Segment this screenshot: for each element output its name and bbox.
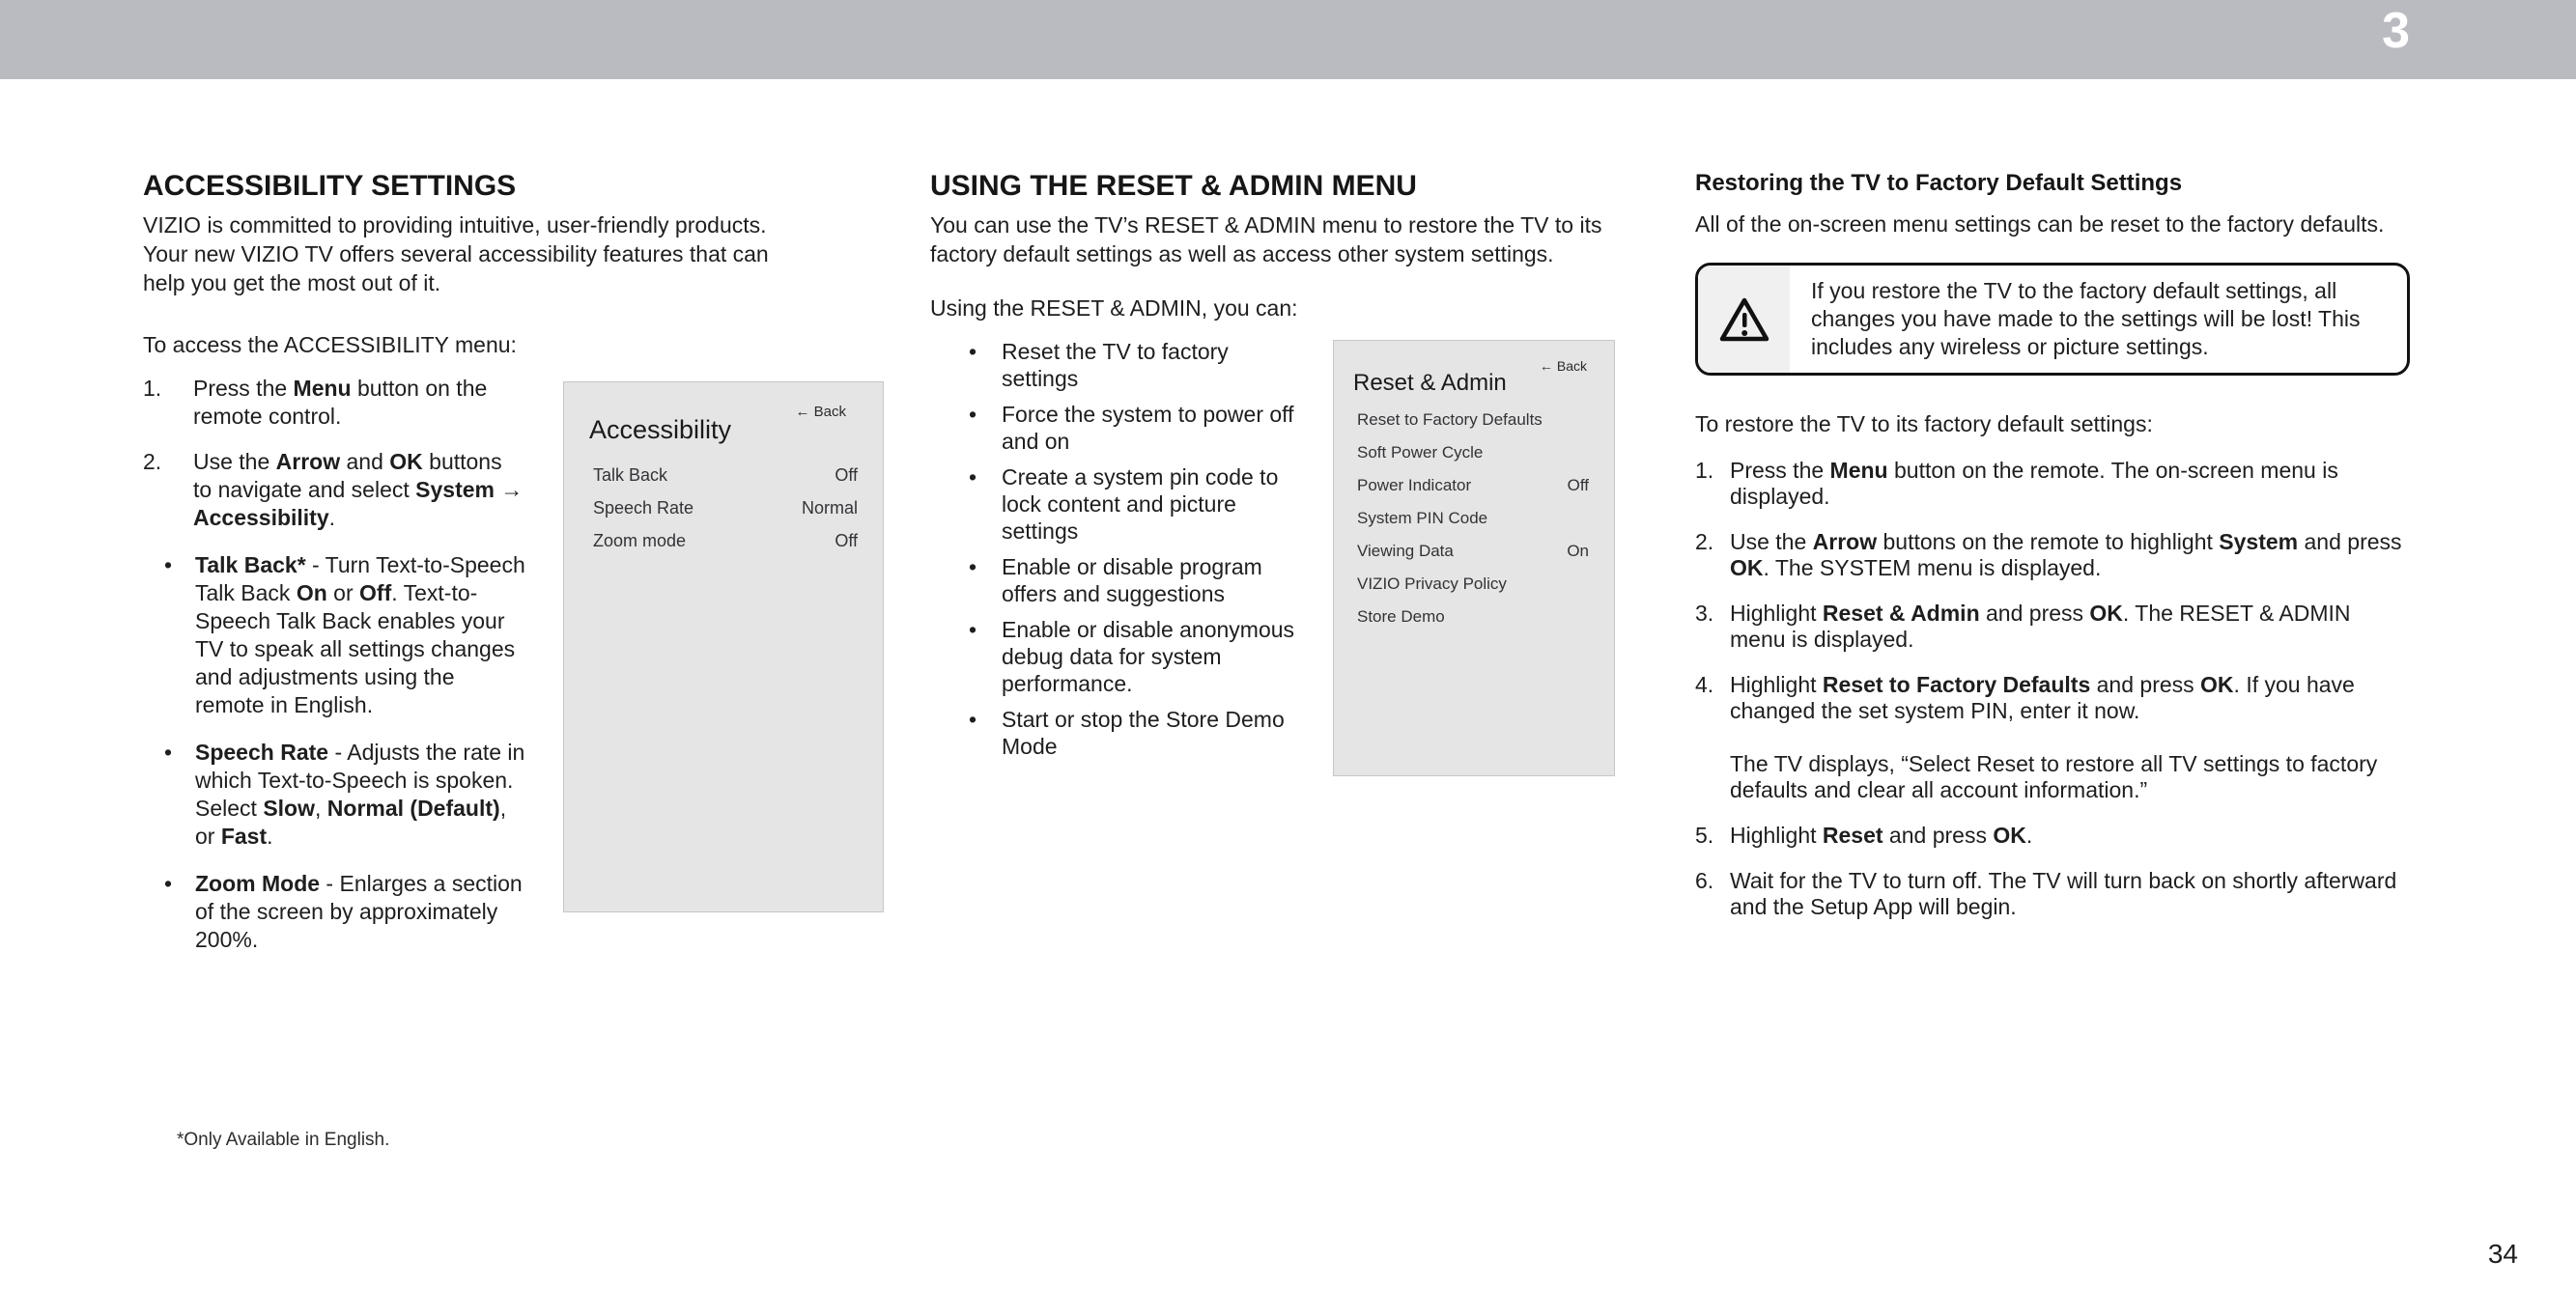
menu-item-label: VIZIO Privacy Policy	[1357, 574, 1507, 593]
list-item	[930, 338, 1320, 392]
accessibility-feature-bullets	[143, 551, 544, 954]
menu-item-label: Zoom mode	[593, 531, 687, 550]
step-text: Use the Arrow buttons on the remote to highlight System and press OK. The SYSTEM menu is displayed.	[1730, 529, 2402, 580]
step-number: 3.	[1695, 601, 1714, 626]
step-number: 2.	[143, 449, 162, 474]
menu-item-value: Off	[1567, 476, 1589, 494]
step-text: Highlight Reset & Admin and press OK. The RESET & ADMIN menu is displayed.	[1730, 601, 2351, 652]
step-text	[1730, 672, 2410, 803]
menu-row	[593, 498, 858, 518]
bullet-text: Force the system to power off and on	[1002, 402, 1294, 454]
menu-item-label: Reset to Factory Defaults	[1357, 410, 1543, 429]
menu-row	[593, 465, 858, 486]
accessibility-menu-screenshot	[563, 381, 884, 912]
bullet-marker: •	[164, 871, 173, 896]
factory-restore-section	[1695, 170, 2410, 939]
menu-item-value: Normal	[801, 498, 858, 518]
list-item	[1695, 672, 2410, 803]
list-item	[1695, 529, 2410, 581]
back-button	[795, 404, 846, 420]
bullet-text: Enable or disable anonymous debug data for system performance.	[1002, 617, 1295, 696]
restore-intro: All of the on-screen menu settings can be reset to the factory defaults.	[1695, 211, 2385, 237]
menu-row	[1357, 410, 1589, 430]
menu-row	[1357, 542, 1589, 561]
list-item	[930, 401, 1320, 455]
list-item	[143, 739, 544, 851]
step-number: 4.	[1695, 672, 1714, 697]
menu-row	[1357, 607, 1589, 627]
reset-admin-menu-screenshot	[1333, 340, 1615, 776]
step-text: Wait for the TV to turn off. The TV will turn back on shortly afterward and the Setup App will begin.	[1730, 868, 2397, 919]
step-text: Press the Menu button on the remote. The on-screen menu is displayed.	[1730, 458, 2338, 509]
restore-steps-list	[1695, 458, 2410, 920]
step-text: Press the Menu button on the remote control.	[193, 376, 488, 429]
back-label: Back	[1556, 358, 1587, 374]
list-item	[930, 463, 1320, 545]
bullet-marker: •	[164, 740, 173, 765]
back-arrow-icon: ←	[1539, 358, 1553, 374]
subsection-heading-restore: Restoring the TV to Factory Default Settings	[1695, 170, 2183, 196]
bullet-marker: •	[969, 339, 977, 364]
bullet-text: Enable or disable program offers and suggestions	[1002, 554, 1262, 606]
bullet-text: Create a system pin code to lock content and picture settings	[1002, 464, 1279, 544]
menu-item-label: Talk Back	[593, 465, 668, 485]
chapter-number: 3	[2382, 3, 2410, 59]
bullet-text: Zoom Mode - Enlarges a section of the screen by approximately 200%.	[195, 871, 523, 952]
list-item	[930, 553, 1320, 607]
step-number: 1.	[143, 376, 162, 401]
list-item	[1695, 458, 2410, 510]
bullet-marker: •	[969, 554, 977, 579]
step-text: Highlight Reset and press OK.	[1730, 823, 2033, 848]
back-button	[1540, 358, 1587, 374]
menu-title: Reset & Admin	[1353, 370, 1507, 396]
list-item	[143, 375, 544, 431]
reset-admin-bullets	[930, 338, 1320, 760]
step-text: Use the Arrow and OK buttons to navigate and select System → Accessibility.	[193, 449, 524, 530]
warning-icon	[1717, 295, 1771, 344]
step-number: 2.	[1695, 529, 1714, 554]
menu-row	[1357, 443, 1589, 462]
bullet-text: Talk Back* - Turn Text-to-Speech Talk Back On or Off. Text-to-Speech Talk Back enables your TV to speak all settings changes and adjustments using the remote in English.	[195, 552, 525, 717]
restore-lead: To restore the TV to its factory default settings:	[1695, 411, 2153, 436]
bullet-marker: •	[969, 464, 977, 490]
step-number: 5.	[1695, 823, 1714, 848]
menu-item-label: Store Demo	[1357, 607, 1445, 626]
warning-icon-cell	[1698, 266, 1790, 373]
menu-row	[1357, 476, 1589, 495]
menu-item-value: On	[1567, 542, 1589, 560]
menu-item-label: Power Indicator	[1357, 476, 1472, 494]
bullet-marker: •	[969, 402, 977, 427]
accessibility-intro: VIZIO is committed to providing intuitive, user-friendly products. Your new VIZIO TV offers several accessibility features that can help you get the most out of it.	[143, 212, 769, 295]
list-item	[1695, 868, 2410, 920]
list-item	[143, 870, 544, 954]
list-item	[930, 616, 1320, 697]
bullet-text: Speech Rate - Adjusts the rate in which Text-to-Speech is spoken. Select Slow, Normal (Default), or Fast.	[195, 740, 525, 849]
list-item	[143, 448, 544, 532]
list-item	[930, 706, 1320, 760]
bullet-marker: •	[969, 707, 977, 732]
bullet-text: Reset the TV to factory settings	[1002, 339, 1229, 391]
list-item	[1695, 601, 2410, 653]
menu-item-label: Speech Rate	[593, 498, 694, 518]
list-item	[143, 551, 544, 719]
menu-title: Accessibility	[589, 415, 732, 444]
step-note: The TV displays, “Select Reset to restore all TV settings to factory defaults and clear all account information.”	[1730, 751, 2378, 802]
menu-item-value: Off	[835, 465, 858, 485]
menu-row	[1357, 509, 1589, 528]
step-rich-text: Highlight Reset to Factory Defaults and press OK. If you have changed the set system PIN, enter it now.	[1730, 672, 2355, 723]
footnote: *Only Available in English.	[177, 1130, 390, 1150]
accessibility-menu-lead: To access the ACCESSIBILITY menu:	[143, 332, 517, 357]
step-number: 1.	[1695, 458, 1714, 483]
section-heading-reset-admin: USING THE RESET & ADMIN MENU	[930, 170, 1417, 202]
menu-item-label: Viewing Data	[1357, 542, 1454, 560]
step-number: 6.	[1695, 868, 1714, 893]
menu-item-value: Off	[835, 531, 858, 550]
menu-item-label: System PIN Code	[1357, 509, 1488, 527]
warning-text	[1790, 266, 2407, 373]
page-number: 34	[2487, 1239, 2518, 1269]
back-arrow-icon: ←	[795, 404, 810, 420]
bullet-marker: •	[969, 617, 977, 642]
chapter-banner	[0, 0, 2576, 79]
bullet-marker: •	[164, 552, 173, 577]
list-item	[1695, 823, 2410, 849]
warning-message: If you restore the TV to the factory default settings, all changes you have made to the settings will be lost! This includes any wireless or picture settings.	[1811, 278, 2361, 359]
reset-admin-intro: You can use the TV’s RESET & ADMIN menu to restore the TV to its factory default settings as well as access other system settings.	[930, 212, 1602, 266]
menu-item-label: Soft Power Cycle	[1357, 443, 1484, 462]
bullet-text: Start or stop the Store Demo Mode	[1002, 707, 1285, 759]
menu-row	[1357, 574, 1589, 594]
back-label: Back	[813, 404, 846, 420]
section-heading-accessibility: ACCESSIBILITY SETTINGS	[143, 170, 517, 202]
warning-callout	[1695, 263, 2410, 376]
menu-row	[593, 531, 858, 551]
accessibility-steps-list	[143, 375, 544, 954]
reset-admin-lead: Using the RESET & ADMIN, you can:	[930, 295, 1298, 321]
